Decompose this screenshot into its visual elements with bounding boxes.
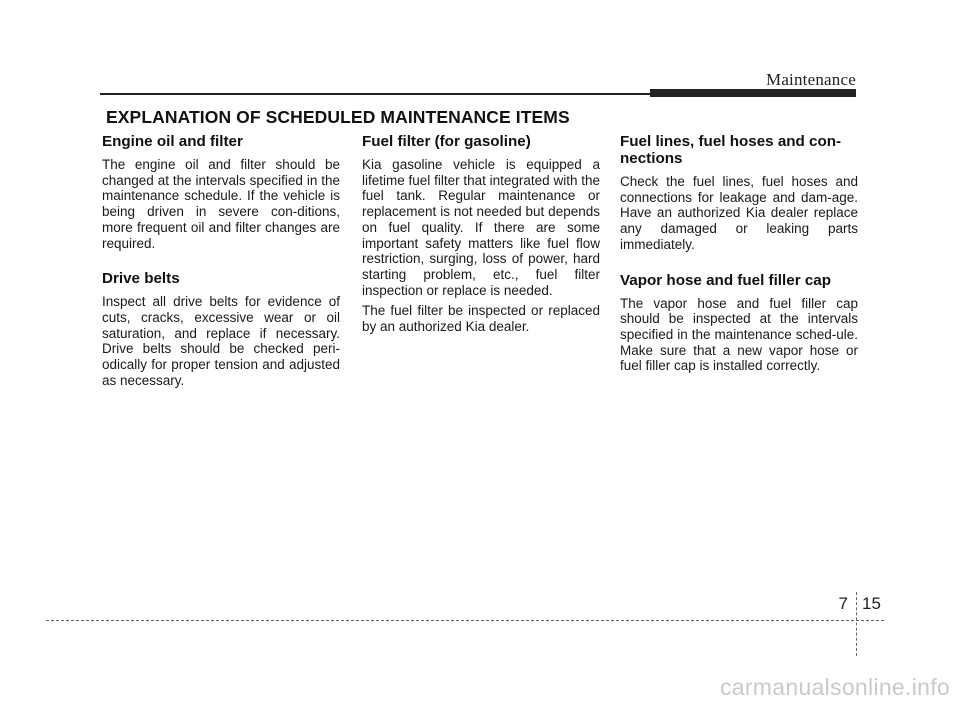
item-title: Fuel filter (for gasoline) (362, 133, 531, 150)
item-drive-belts (102, 270, 340, 388)
item-title: Fuel lines, fuel hoses and con-nections (620, 133, 842, 167)
header-rule (100, 93, 652, 95)
item-text: The vapor hose and fuel filler cap should be inspected at the intervals specified in the maintenance sched-ule. Make sure that a new vapor hose or fuel filler cap is installed correctly. (620, 295, 858, 374)
header-title: Maintenance (766, 70, 856, 89)
item-text: Inspect all drive belts for evidence of cuts, cracks, excessive wear or oil saturation, and replace if necessary. Drive belts should be checked peri-odically for proper tension and adjusted as necessary. (102, 294, 340, 388)
header-rule-accent (650, 89, 856, 97)
column-3 (620, 133, 858, 393)
item-text: Check the fuel lines, fuel hoses and connections for leakage and dam-age. Have an authorized Kia dealer replace any damaged or leaking parts immediately. (620, 174, 858, 252)
item-title: Vapor hose and fuel filler cap (620, 271, 831, 289)
item-text: The fuel filter be inspected or replaced by an authorized Kia dealer. (362, 303, 600, 335)
section-title: EXPLANATION OF SCHEDULED MAINTENANCE ITEMS (106, 107, 570, 127)
item-title: Drive belts (102, 270, 180, 288)
item-fuel-filter (362, 133, 600, 335)
item-text: The engine oil and filter should be changed at the intervals specified in the maintenance schedule. If the vehicle is being driven in severe con-ditions, more frequent oil and filter changes are required. (102, 157, 340, 251)
item-text: Kia gasoline vehicle is equipped a lifetime fuel filter that integrated with the fuel tank. Regular maintenance or replacement is not needed but depends on fuel quality. If there are some important safety matters like fuel flow restriction, surging, loss of power, hard starting problem, etc., fuel filter inspection or replace is needed. (362, 157, 600, 298)
item-vapor-hose (620, 272, 858, 375)
item-engine-oil (102, 133, 340, 251)
column-1 (102, 133, 340, 407)
page-number: 15 (862, 594, 881, 613)
footer-divider (856, 592, 857, 656)
item-title: Engine oil and filter (102, 133, 243, 150)
column-2 (362, 133, 600, 354)
chapter-number: 7 (838, 594, 848, 613)
item-fuel-lines (620, 133, 858, 253)
watermark: carmanualsonline.info (719, 674, 950, 700)
footer-rule (46, 620, 884, 621)
